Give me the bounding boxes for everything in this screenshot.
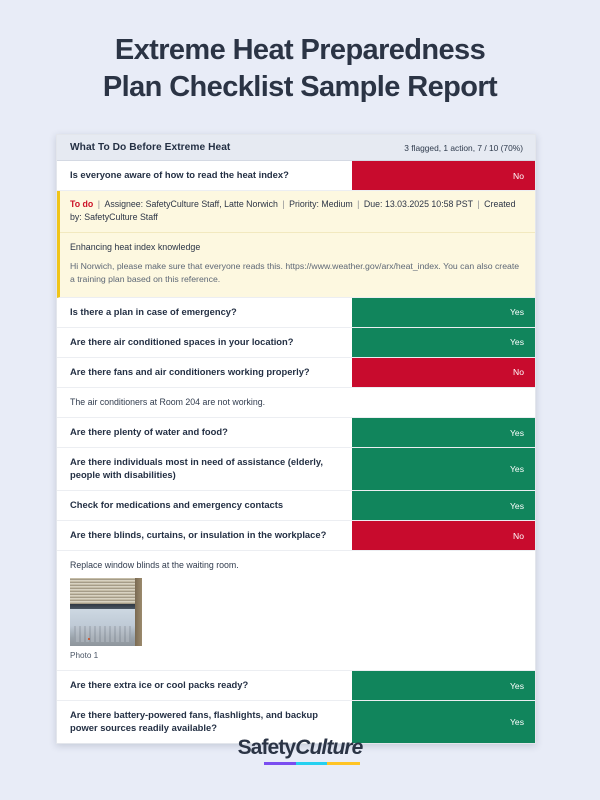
skyline-haze-region — [74, 626, 131, 642]
photo-row — [57, 551, 535, 671]
page-title-line-1: Extreme Heat Preparedness — [114, 34, 486, 66]
logo-underline-segment-yellow — [327, 762, 361, 765]
answer-badge[interactable]: Yes — [352, 671, 535, 700]
photo-thumbnail-wrap[interactable] — [70, 578, 142, 660]
action-description: Hi Norwich, please make sure that everyone reads this. https://www.weather.gov/arx/heat_index. You can also create a training plan based on this reference. — [70, 260, 520, 284]
table-row[interactable] — [57, 521, 535, 551]
answer-badge[interactable]: Yes — [352, 491, 535, 520]
note-blinds: Replace window blinds at the waiting room. — [70, 560, 239, 571]
table-row[interactable] — [57, 328, 535, 358]
answer-badge[interactable]: Yes — [352, 418, 535, 447]
page-title-line-2: Plan Checklist Sample Report — [102, 71, 498, 104]
photo-caption: Photo 1 — [70, 651, 99, 661]
question-label: Are there blinds, curtains, or insulation in the workplace? — [70, 529, 327, 541]
action-priority-label: Priority: — [289, 199, 319, 210]
table-row[interactable] — [57, 298, 535, 328]
question-label: Is there a plan in case of emergency? — [70, 305, 237, 317]
table-row[interactable] — [57, 491, 535, 521]
question-label: Are there fans and air conditioners working properly? — [70, 365, 310, 377]
photo-speck — [88, 638, 90, 640]
table-row[interactable] — [57, 161, 535, 191]
action-body — [60, 233, 535, 297]
action-created-by: SafetyCulture Staff — [84, 211, 158, 222]
page-title — [60, 0, 540, 106]
action-created-label: Created by: — [70, 199, 516, 222]
action-status: To do — [70, 199, 94, 210]
note-air-conditioners: The air conditioners at Room 204 are not working. — [57, 388, 535, 419]
section-header — [57, 135, 535, 161]
action-due: 13.03.2025 10:58 PST — [384, 199, 473, 210]
logo-underline-segment-purple — [264, 762, 296, 765]
blinds-region — [70, 578, 135, 604]
answer-badge[interactable]: No — [352, 161, 535, 190]
question-label: Is everyone aware of how to read the heat index? — [70, 169, 289, 181]
table-row[interactable] — [57, 358, 535, 388]
action-title: Enhancing heat index knowledge — [70, 241, 201, 252]
action-block[interactable] — [57, 191, 535, 298]
answer-badge[interactable]: Yes — [352, 328, 535, 357]
section-title: What To Do Before Extreme Heat — [70, 142, 231, 154]
question-label: Are there plenty of water and food? — [70, 426, 228, 438]
logo-text-culture: Culture — [295, 736, 363, 759]
action-assignee-label: Assignee: — [104, 199, 144, 210]
answer-badge[interactable]: Yes — [352, 298, 535, 327]
logo-underline-segment-cyan — [296, 762, 327, 765]
section-stats: 3 flagged, 1 action, 7 / 10 (70%) — [404, 142, 523, 153]
question-label: Are there individuals most in need of assistance (elderly, people with disabilities) — [70, 456, 324, 481]
answer-badge[interactable]: Yes — [352, 701, 535, 743]
table-row[interactable] — [57, 671, 535, 701]
table-row[interactable] — [57, 418, 535, 448]
action-assignee: SafetyCulture Staff, Latte Norwich — [145, 199, 278, 210]
question-label: Are there battery-powered fans, flashlights, and backup power sources readily available? — [70, 709, 318, 734]
report-card — [56, 134, 536, 744]
window-blinds-photo[interactable] — [70, 578, 142, 646]
window-frame-region — [135, 578, 142, 646]
footer — [0, 736, 600, 766]
question-label: Check for medications and emergency contacts — [70, 499, 284, 511]
logo-text-safety: Safety — [237, 736, 296, 759]
answer-badge[interactable]: No — [352, 521, 535, 550]
answer-badge[interactable]: Yes — [352, 448, 535, 490]
question-label: Are there air conditioned spaces in your location? — [70, 335, 294, 347]
action-priority: Medium — [321, 199, 353, 210]
action-meta: To do | Assignee: SafetyCulture Staff, Latte Norwich | Priority: Medium | Due: 13.03.2025 10:58 PST | Created by: SafetyCulture Staff — [60, 191, 535, 233]
logo-underline — [264, 762, 361, 765]
safetyculture-logo — [238, 736, 363, 766]
answer-badge[interactable]: No — [352, 358, 535, 387]
table-row[interactable] — [57, 448, 535, 491]
question-label: Are there extra ice or cool packs ready? — [70, 679, 249, 691]
action-due-label: Due: — [363, 199, 383, 210]
